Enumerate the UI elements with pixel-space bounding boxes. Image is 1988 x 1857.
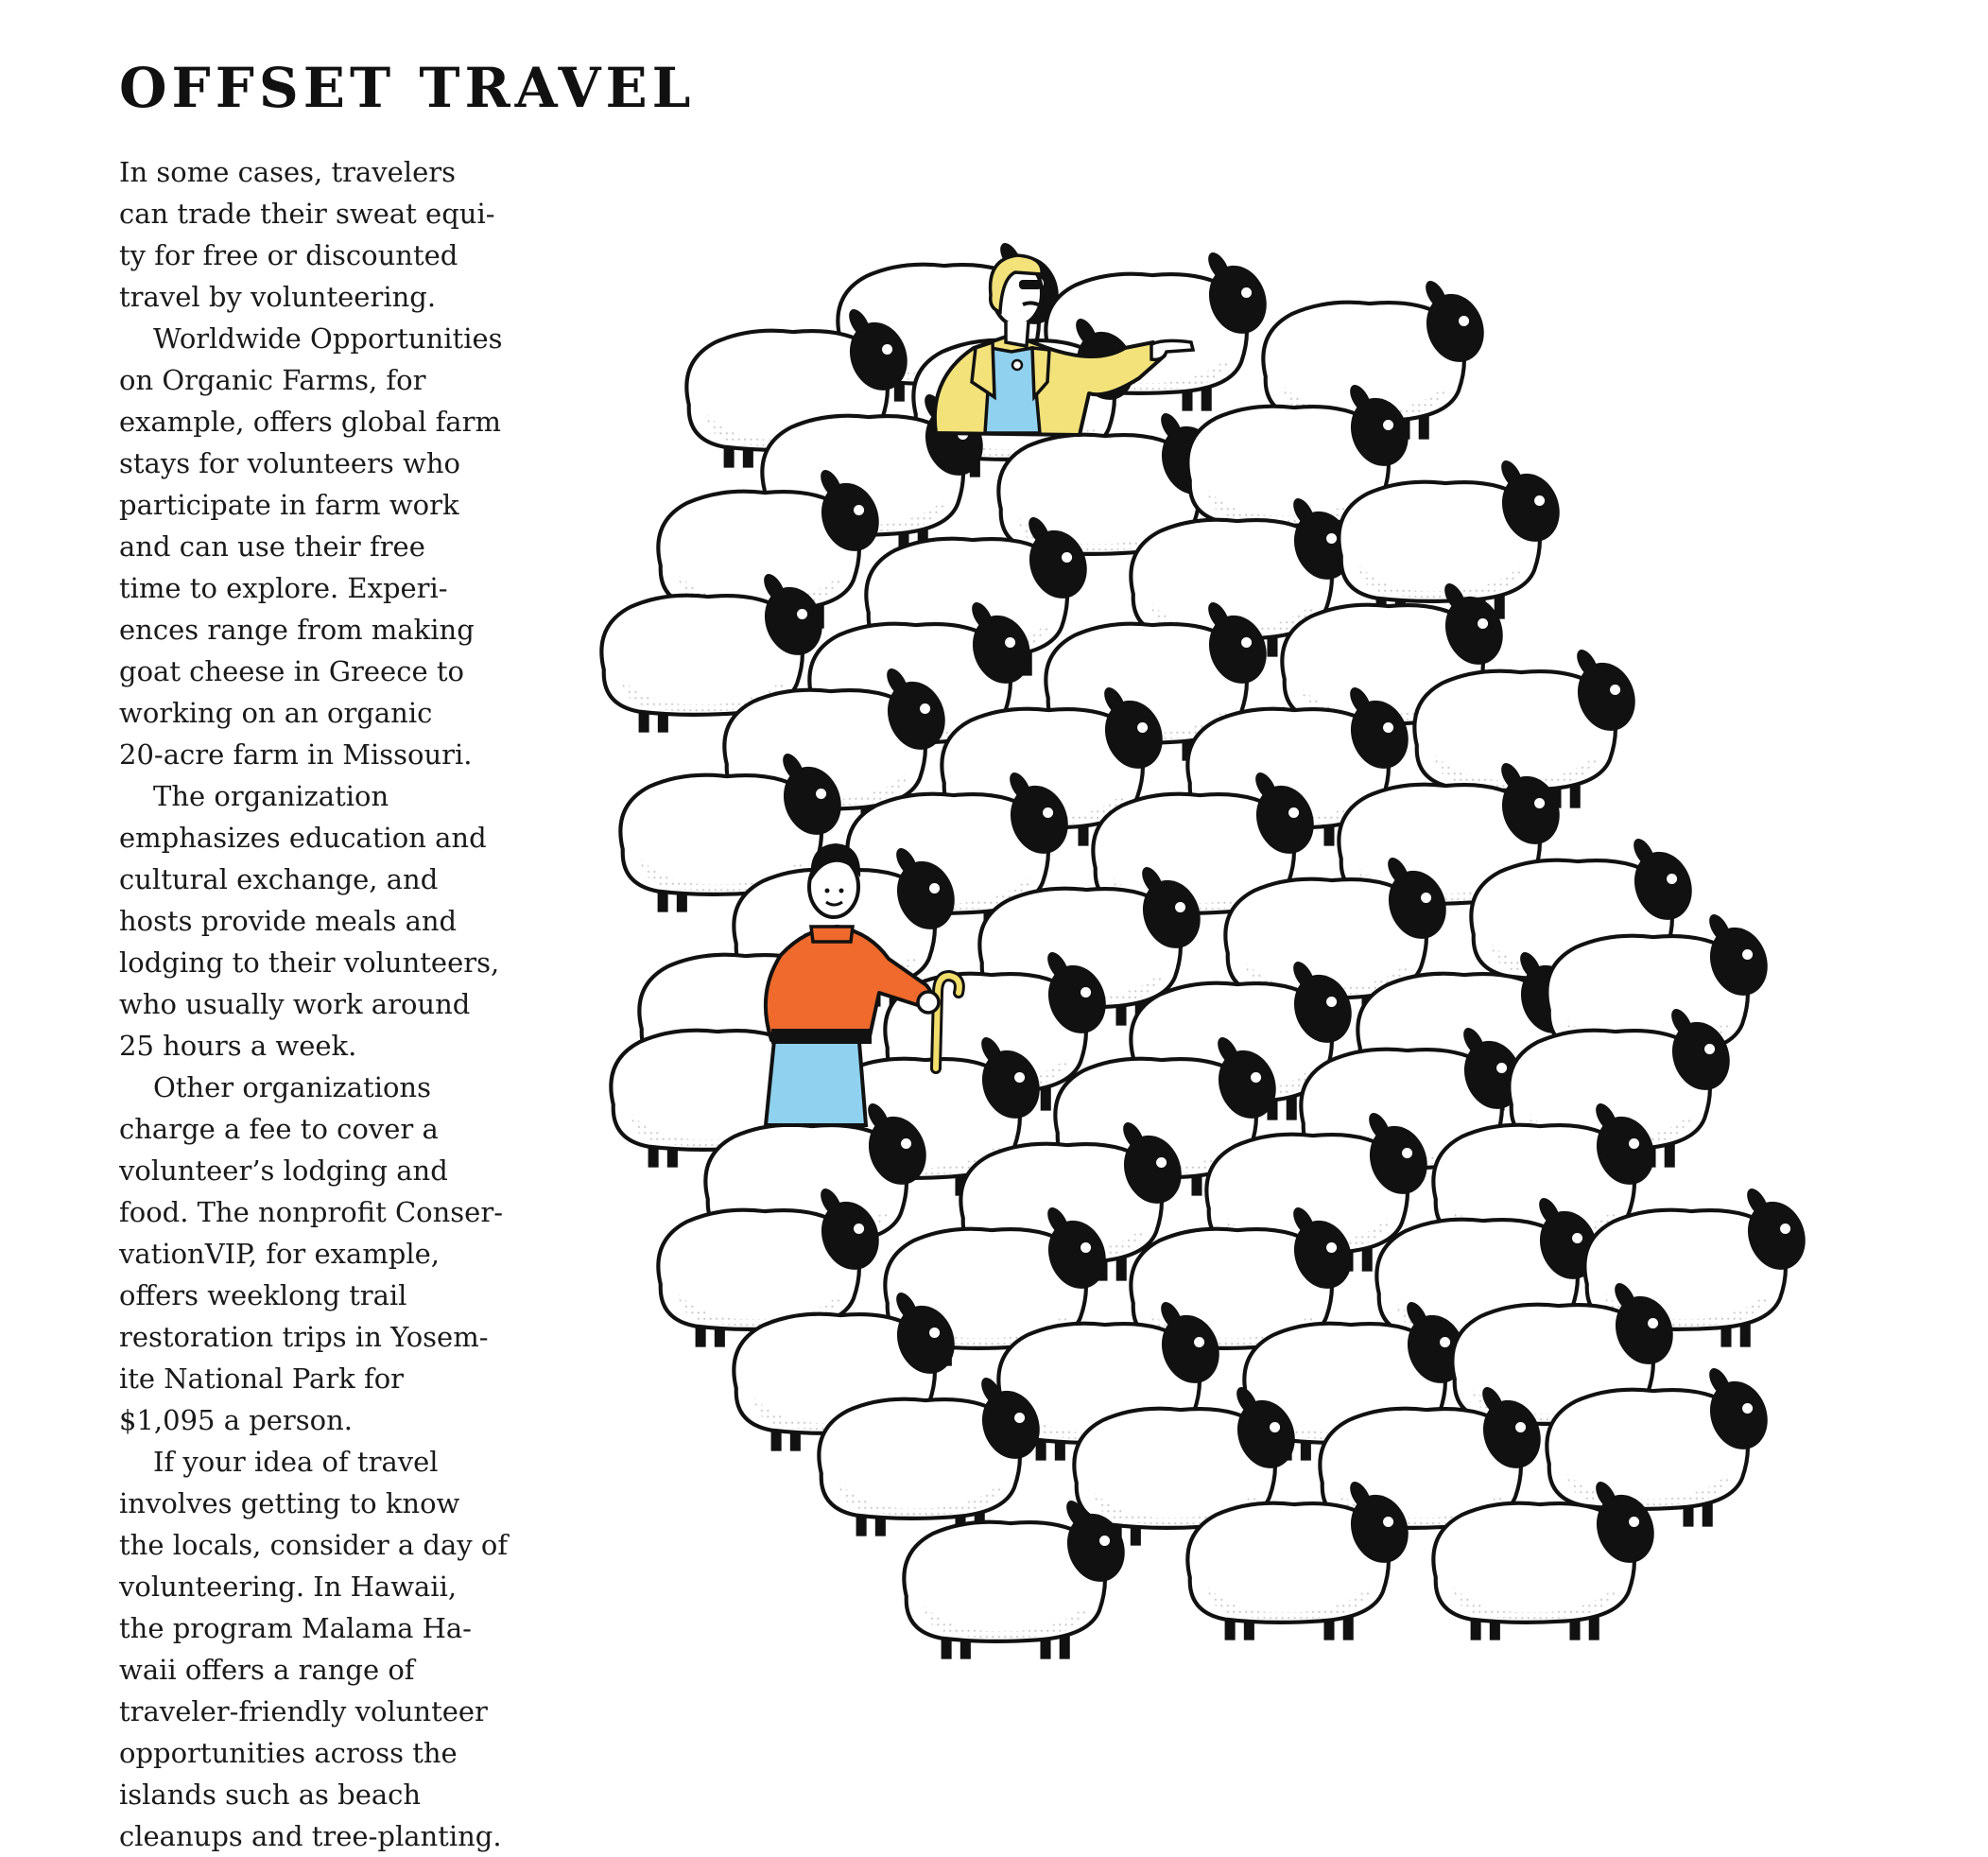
text-line: restoration trips in Yosem-	[119, 1321, 489, 1353]
text-line: volunteer’s lodging and	[119, 1154, 448, 1187]
text-line: participate in farm work	[119, 489, 459, 521]
sunglasses-icon	[1019, 280, 1042, 289]
text-line: waii offers a range of	[119, 1654, 415, 1686]
sweater-waistband	[771, 1029, 872, 1044]
eye-left	[825, 889, 830, 894]
text-line: example, offers global farm	[119, 406, 501, 438]
text-line: on Organic Farms, for	[119, 364, 426, 396]
neck	[1006, 321, 1029, 346]
text-line: ty for free or discounted	[119, 239, 458, 271]
text-line: volunteering. In Hawaii,	[119, 1571, 458, 1603]
text-line: Other organizations	[153, 1071, 431, 1103]
text-line: traveler-friendly volunteer	[119, 1695, 488, 1727]
eye-right	[839, 889, 844, 894]
blue-pants	[766, 1031, 866, 1125]
text-line: stays for volunteers who	[119, 447, 460, 479]
paragraph-5	[119, 1441, 535, 1857]
text-line: who usually work around	[119, 988, 471, 1020]
text-line: and can use their free	[119, 530, 425, 563]
text-line: can trade their sweat equi-	[119, 198, 495, 230]
sheep-flock-illustration	[596, 180, 1938, 1834]
text-line: Worldwide Opportunities	[153, 322, 503, 355]
text-line: travel by volunteering.	[119, 281, 437, 313]
paragraph-4	[119, 1067, 535, 1441]
text-line: emphasizes education and	[119, 822, 487, 854]
sweater-collar	[811, 927, 853, 942]
text-line: lodging to their volunteers,	[119, 946, 500, 979]
paragraph-1	[119, 151, 535, 318]
text-line: The organization	[153, 780, 389, 812]
text-line: vationVIP, for example,	[119, 1238, 441, 1270]
text-line: the program Malama Ha-	[119, 1612, 472, 1644]
text-line: time to explore. Experi-	[119, 572, 448, 604]
text-line: opportunities across the	[119, 1737, 458, 1769]
text-line: 20-acre farm in Missouri.	[119, 738, 473, 771]
text-line: charge a fee to cover a	[119, 1113, 439, 1145]
text-line: $1,095 a person.	[119, 1404, 354, 1436]
paragraph-3	[119, 775, 535, 1067]
necklace-pendant	[1012, 360, 1022, 370]
headline: OFFSET TRAVEL	[119, 56, 696, 120]
text-line: hosts provide meals and	[119, 905, 458, 937]
sheep-55	[904, 1497, 1133, 1658]
text-line: goat cheese in Greece to	[119, 655, 464, 687]
text-line: food. The nonprofit Conser-	[119, 1196, 503, 1228]
sheep-group	[601, 239, 1814, 1658]
text-line: involves getting to know	[119, 1487, 460, 1519]
text-line: In some cases, travelers	[119, 156, 457, 188]
text-line: islands such as beach	[119, 1779, 422, 1811]
text-line: ite National Park for	[119, 1362, 405, 1395]
text-line: the locals, consider a day of	[119, 1529, 509, 1561]
paragraph-2	[119, 318, 535, 775]
hand	[918, 992, 939, 1013]
text-line: working on an organic	[119, 697, 433, 729]
text-line: cultural exchange, and	[119, 863, 439, 895]
text-line: cleanups and tree-planting.	[119, 1820, 502, 1852]
text-line: 25 hours a week.	[119, 1030, 357, 1062]
article-body	[119, 151, 535, 1857]
text-line: ences range from making	[119, 614, 475, 646]
text-line: If your idea of travel	[153, 1446, 439, 1478]
text-line: offers weeklong trail	[119, 1279, 407, 1311]
sheep-flock-svg	[596, 180, 1938, 1834]
